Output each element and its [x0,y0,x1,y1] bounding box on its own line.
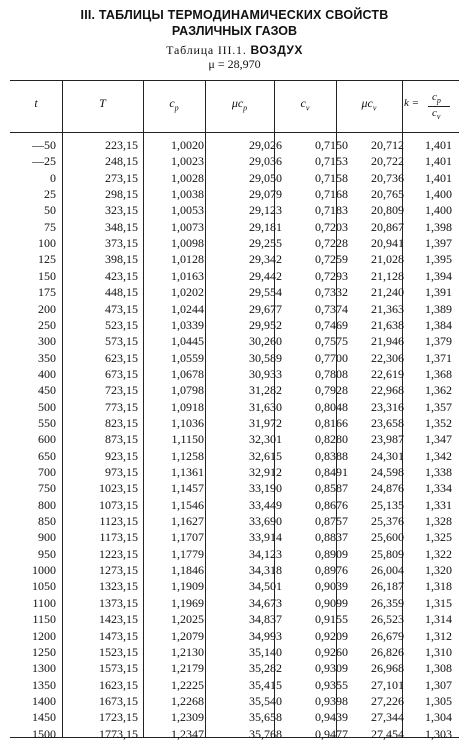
cell-cp: 1,1036 [171,415,204,430]
cell-mcv: 27,101 [371,677,404,692]
cell-T: 273,15 [105,170,138,185]
cell-T: 423,15 [105,268,138,283]
cell-cp: 1,0028 [171,170,204,185]
cell-t: 1450 [32,710,56,725]
column-header-mcp [205,96,274,112]
cell-cp: 1,2179 [171,661,204,676]
cell-cv: 0,8976 [315,563,348,578]
cell-cv: 0,7469 [315,317,348,332]
cell-mcv: 23,316 [371,399,404,414]
cell-t: 1250 [32,644,56,659]
cell-t: 50 [44,203,56,218]
cell-t: 650 [38,448,56,463]
cell-mcv: 20,712 [371,138,404,152]
table-label: Таблица III.1. [166,43,247,57]
cell-k: 1,401 [425,138,452,152]
cell-mcp: 34,501 [249,579,282,594]
cell-mcp: 35,540 [249,693,282,708]
cell-mcp: 34,993 [249,628,282,643]
cell-cp: 1,1627 [171,514,204,529]
cell-cp: 1,1779 [171,546,204,561]
cell-cp: 1,2309 [171,710,204,725]
cell-t: 1200 [32,628,56,643]
cell-mcp: 30,933 [249,366,282,381]
column-header-cv-label: c [300,96,306,110]
cell-k: 1,334 [425,481,452,496]
cell-cv: 0,8166 [315,415,348,430]
cell-T: 298,15 [105,187,138,202]
cell-t: 75 [44,219,56,234]
cell-T: 373,15 [105,236,138,251]
column-header-mcv-label: μc [361,96,373,110]
cell-cv: 0,7700 [315,350,348,365]
cell-k: 1,312 [425,628,452,643]
cell-mcv: 26,826 [371,644,404,659]
cell-mcv: 20,736 [371,170,404,185]
cell-T: 623,15 [105,350,138,365]
cell-mcp: 29,952 [249,317,282,332]
cell-T: 1623,15 [99,677,138,692]
cell-t: 1300 [32,661,56,676]
cell-cv: 0,8048 [315,399,348,414]
cell-t: 350 [38,350,56,365]
cell-T: 1223,15 [99,546,138,561]
column-header-T [62,96,143,111]
cell-mcp: 32,301 [249,432,282,447]
cell-cv: 0,9477 [315,726,348,741]
cell-cv: 0,7153 [315,154,348,169]
cell-mcp: 31,972 [249,415,282,430]
cell-mcp: 29,181 [249,219,282,234]
cell-mcv: 26,679 [371,628,404,643]
cell-mcv: 21,946 [371,334,404,349]
cell-k: 1,371 [425,350,452,365]
column-header-t-label: t [34,96,38,110]
cell-k: 1,307 [425,677,452,692]
cell-cp: 1,2130 [171,644,204,659]
cell-cp: 1,1457 [171,481,204,496]
cell-mcp: 34,673 [249,595,282,610]
cell-cp: 1,0339 [171,317,204,332]
cell-mcv: 21,240 [371,285,404,300]
cell-mcv: 25,809 [371,546,404,561]
cell-k: 1,398 [425,219,452,234]
cell-cv: 0,9398 [315,693,348,708]
cell-k: 1,394 [425,268,452,283]
cell-t: 500 [38,399,56,414]
cell-T: 823,15 [105,415,138,430]
cell-T: 398,15 [105,252,138,267]
cell-cp: 1,2347 [171,726,204,741]
cell-mcp: 33,190 [249,481,282,496]
cell-mcv: 26,187 [371,579,404,594]
cell-mcp: 35,768 [249,726,282,741]
cell-mcp: 29,036 [249,154,282,169]
cell-t: —50 [32,138,56,152]
cell-T: 248,15 [105,154,138,169]
cell-T: 1673,15 [99,693,138,708]
column-header-cp-sub: p [174,103,179,113]
cell-T: 673,15 [105,366,138,381]
cell-cv: 0,8280 [315,432,348,447]
cell-mcp: 29,677 [249,301,282,316]
cell-T: 1773,15 [99,726,138,741]
cell-cp: 1,0202 [171,285,204,300]
cell-k: 1,389 [425,301,452,316]
cell-mcv: 21,363 [371,301,404,316]
cell-cv: 0,8587 [315,481,348,496]
cell-cv: 0,8837 [315,530,348,545]
cell-k: 1,352 [425,415,452,430]
cell-T: 873,15 [105,432,138,447]
cell-t: 250 [38,317,56,332]
cell-T: 348,15 [105,219,138,234]
cell-k: 1,322 [425,546,452,561]
cell-t: 750 [38,481,56,496]
cell-k: 1,331 [425,497,452,512]
cell-T: 473,15 [105,301,138,316]
cell-T: 1373,15 [99,595,138,610]
cell-t: —25 [32,154,56,169]
cell-t: 1350 [32,677,56,692]
cell-mcp: 31,282 [249,383,282,398]
cell-cv: 0,8757 [315,514,348,529]
cell-cp: 1,0445 [171,334,204,349]
cell-cp: 1,0073 [171,219,204,234]
cell-cv: 0,7332 [315,285,348,300]
cell-k: 1,384 [425,317,452,332]
cell-cp: 1,0128 [171,252,204,267]
cell-t: 25 [44,187,56,202]
cell-t: 550 [38,415,56,430]
cell-t: 1400 [32,693,56,708]
cell-cp: 1,2079 [171,628,204,643]
cell-T: 1423,15 [99,612,138,627]
cell-mcp: 31,630 [249,399,282,414]
cell-T: 573,15 [105,334,138,349]
cell-mcp: 32,615 [249,448,282,463]
cell-k: 1,325 [425,530,452,545]
cell-cv: 0,7168 [315,187,348,202]
cell-mcp: 29,554 [249,285,282,300]
cell-cp: 1,1258 [171,448,204,463]
cell-cv: 0,9439 [315,710,348,725]
cell-mcp: 29,050 [249,170,282,185]
header-bottom-rule [10,132,459,133]
cell-cv: 0,9309 [315,661,348,676]
cell-t: 100 [38,236,56,251]
cell-mcv: 21,028 [371,252,404,267]
table-name: ВОЗДУХ [250,43,303,57]
cell-mcp: 34,837 [249,612,282,627]
cell-t: 300 [38,334,56,349]
k-den-sub: v [436,112,441,122]
cell-k: 1,401 [425,154,452,169]
cell-k: 1,400 [425,203,452,218]
cell-mcv: 27,454 [371,726,404,741]
cell-cp: 1,0559 [171,350,204,365]
cell-T: 1173,15 [99,530,138,545]
cell-cp: 1,0023 [171,154,204,169]
table-caption [0,43,469,58]
cell-k: 1,401 [425,170,452,185]
cell-T: 773,15 [105,399,138,414]
cell-cv: 0,9155 [315,612,348,627]
cell-cv: 0,9209 [315,628,348,643]
cell-mcv: 23,658 [371,415,404,430]
cell-cv: 0,7158 [315,170,348,185]
cell-t: 850 [38,514,56,529]
cell-mcv: 25,135 [371,497,404,512]
cell-t: 1100 [32,595,56,610]
cell-mcv: 24,301 [371,448,404,463]
cell-mcp: 35,140 [249,644,282,659]
cell-cp: 1,2225 [171,677,204,692]
cell-t: 1000 [32,563,56,578]
cell-mcv: 22,619 [371,366,404,381]
cell-cp: 1,0038 [171,187,204,202]
cell-cp: 1,1969 [171,595,204,610]
cell-mcp: 29,123 [249,203,282,218]
cell-t: 1050 [32,579,56,594]
cell-k: 1,314 [425,612,452,627]
k-fraction-denominator [432,107,440,121]
cell-T: 1023,15 [99,481,138,496]
cell-k: 1,308 [425,661,452,676]
page-title: III. ТАБЛИЦЫ ТЕРМОДИНАМИЧЕСКИХ СВОЙСТВ [80,8,389,22]
cell-T: 723,15 [105,383,138,398]
cell-cp: 1,0053 [171,203,204,218]
cell-k: 1,315 [425,595,452,610]
cell-mcv: 24,876 [371,481,404,496]
cell-mcv: 25,600 [371,530,404,545]
cell-cv: 0,9355 [315,677,348,692]
cell-cv: 0,8676 [315,497,348,512]
cell-t: 950 [38,546,56,561]
cell-mcp: 34,123 [249,546,282,561]
cell-mcp: 32,912 [249,465,282,479]
cell-cp: 1,0098 [171,236,204,251]
cell-mcv: 20,722 [371,154,404,169]
cell-cv: 0,7259 [315,252,348,267]
cell-mcp: 30,260 [249,334,282,349]
cell-mcp: 29,255 [249,236,282,251]
cell-cv: 0,8491 [315,465,348,479]
page-title-line2: РАЗЛИЧНЫХ ГАЗОВ [171,24,298,38]
column-header-mcv-sub: v [372,103,377,113]
cell-mcv: 26,523 [371,612,404,627]
cell-T: 1123,15 [99,514,138,529]
cell-mcp: 29,442 [249,268,282,283]
cell-T: 1523,15 [99,644,138,659]
cell-cv: 0,7293 [315,268,348,283]
cell-k: 1,328 [425,514,452,529]
k-den-main: c [432,107,437,119]
cell-cv: 0,8388 [315,448,348,463]
cell-mcv: 23,987 [371,432,404,447]
cell-T: 923,15 [105,448,138,463]
cell-mcv: 20,941 [371,236,404,251]
cell-t: 800 [38,497,56,512]
cell-cp: 1,1909 [171,579,204,594]
cell-k: 1,395 [425,252,452,267]
cell-mcp: 33,690 [249,514,282,529]
cell-cv: 0,8909 [315,546,348,561]
cell-cv: 0,7374 [315,301,348,316]
cell-mcp: 33,449 [249,497,282,512]
cell-cp: 1,1707 [171,530,204,545]
cell-mcv: 20,809 [371,203,404,218]
cell-mcv: 25,376 [371,514,404,529]
table-top-rule [10,80,459,81]
cell-T: 523,15 [105,317,138,332]
column-header-k-label: k = [404,97,420,109]
column-header-mcp-sub: p [243,103,248,113]
cell-cp: 1,0798 [171,383,204,398]
cell-mcv: 26,359 [371,595,404,610]
cell-mcp: 29,026 [249,138,282,152]
cell-cp: 1,2268 [171,693,204,708]
column-header-mcp-label: μc [231,96,244,110]
cell-cp: 1,0678 [171,366,204,381]
cell-t: 900 [38,530,56,545]
column-header-cv-sub: v [305,103,310,113]
cell-t: 400 [38,366,56,381]
cell-cv: 0,7808 [315,366,348,381]
cell-t: 1500 [32,726,56,741]
cell-cv: 0,9260 [315,644,348,659]
cell-k: 1,397 [425,236,452,251]
cell-mcp: 29,342 [249,252,282,267]
cell-mcv: 27,344 [371,710,404,725]
cell-mcv: 22,306 [371,350,404,365]
cell-mcv: 26,004 [371,563,404,578]
k-num-main: c [432,91,437,103]
cell-cv: 0,9039 [315,579,348,594]
cell-cp: 1,1846 [171,563,204,578]
cell-T: 1573,15 [99,661,138,676]
cell-k: 1,357 [425,399,452,414]
cell-cp: 1,0020 [171,138,204,152]
cell-mcv: 20,867 [371,219,404,234]
cell-k: 1,310 [425,644,452,659]
cell-T: 448,15 [105,285,138,300]
cell-T: 323,15 [105,203,138,218]
k-num-sub: p [436,96,441,106]
cell-mcv: 26,968 [371,661,404,676]
column-header-cp-label: c [169,96,175,110]
cell-k: 1,400 [425,187,452,202]
cell-k: 1,362 [425,383,452,398]
cell-k: 1,368 [425,366,452,381]
cell-k: 1,304 [425,710,452,725]
cell-mcv: 21,128 [371,268,404,283]
cell-k: 1,305 [425,693,452,708]
cell-mcv: 27,226 [371,693,404,708]
table-row [0,727,469,746]
cell-cp: 1,1150 [171,432,204,447]
molar-mass-line: μ = 28,970 [208,57,261,71]
cell-t: 125 [38,252,56,267]
cell-t: 150 [38,268,56,283]
cell-mcp: 35,658 [249,710,282,725]
cell-mcv: 21,638 [371,317,404,332]
cell-cv: 0,9099 [315,595,348,610]
cell-t: 0 [50,170,56,185]
cell-cp: 1,0918 [171,399,204,414]
cell-cp: 1,2025 [171,612,204,627]
cell-mcv: 20,765 [371,187,404,202]
cell-mcp: 35,415 [249,677,282,692]
cell-mcp: 35,282 [249,661,282,676]
cell-k: 1,391 [425,285,452,300]
cell-k: 1,347 [425,432,452,447]
cell-cv: 0,7150 [315,138,348,152]
column-header-T-label: T [99,96,106,110]
cell-cp: 1,0244 [171,301,204,316]
cell-k: 1,338 [425,465,452,479]
cell-k: 1,303 [425,726,452,741]
cell-t: 600 [38,432,56,447]
cell-cp: 1,1546 [171,497,204,512]
cell-T: 1073,15 [99,497,138,512]
cell-k: 1,379 [425,334,452,349]
cell-cp: 1,1361 [171,465,204,479]
cell-cv: 0,7203 [315,219,348,234]
k-fraction-numerator [432,91,441,105]
cell-k: 1,318 [425,579,452,594]
column-header-t [10,96,62,111]
cell-T: 1723,15 [99,710,138,725]
cell-cv: 0,7183 [315,203,348,218]
cell-mcp: 34,318 [249,563,282,578]
cell-t: 200 [38,301,56,316]
cell-cv: 0,7928 [315,383,348,398]
cell-k: 1,342 [425,448,452,463]
column-header-cp [143,96,205,112]
cell-mcv: 22,968 [371,383,404,398]
cell-mcv: 24,598 [371,465,404,479]
cell-t: 175 [38,285,56,300]
column-header-mcv [336,96,402,112]
cell-t: 700 [38,465,56,479]
cell-mcp: 30,589 [249,350,282,365]
cell-t: 450 [38,383,56,398]
cell-T: 1273,15 [99,563,138,578]
cell-T: 1323,15 [99,579,138,594]
cell-cp: 1,0163 [171,268,204,283]
cell-k: 1,320 [425,563,452,578]
cell-mcp: 33,914 [249,530,282,545]
cell-mcp: 29,079 [249,187,282,202]
cell-t: 1150 [32,612,56,627]
cell-cv: 0,7575 [315,334,348,349]
cell-T: 1473,15 [99,628,138,643]
column-header-cv [274,96,336,112]
cell-T: 223,15 [105,138,138,152]
cell-T: 973,15 [105,465,138,479]
cell-cv: 0,7228 [315,236,348,251]
